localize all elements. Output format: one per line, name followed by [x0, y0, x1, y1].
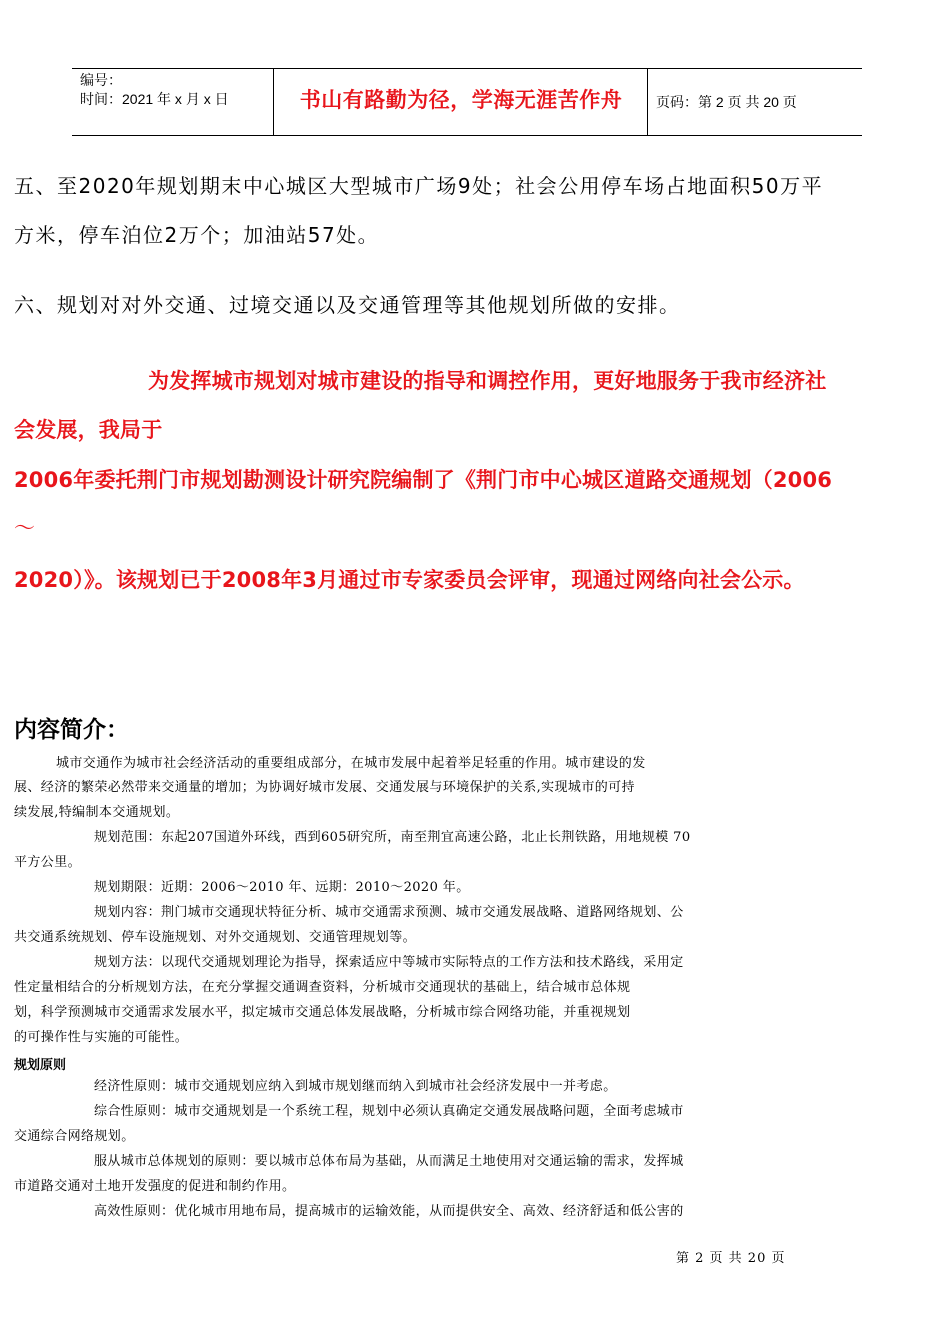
header-meta — [80, 71, 229, 109]
method-line-3: 划，科学预测城市交通需求发展水平，拟定城市交通总体发展战略，分析城市综合网络功能，并重视规划 — [14, 1005, 631, 1020]
notice-line-3: 2006年委托荆门市规划勘测设计研究院编制了《荆门市中心城区道路交通规划（2006 — [14, 468, 833, 492]
item-5-line-1: 五、至2020年规划期末中心城区大型城市广场9处；社会公用停车场占地面积50万平 — [14, 174, 824, 198]
header-motto: 书山有路勤为径，学海无涯苦作舟 — [299, 88, 623, 112]
intro-p1-line-1: 城市交通作为城市社会经济活动的重要组成部分，在城市发展中起着举足轻重的作用。城市建设的发 — [56, 756, 646, 771]
obey-principle-line-2: 市道路交通对土地开发强度的促进和制约作用。 — [14, 1179, 296, 1194]
method-line-1: 规划方法：以现代交通规划理论为指导，探索适应中等城市实际特点的工作方法和技术路线，采用定 — [94, 955, 684, 970]
item-5-line-2: 方米，停车泊位2万个；加油站57处。 — [14, 223, 380, 247]
item-6: 六、规划对对外交通、过境交通以及交通管理等其他规划所做的安排。 — [14, 293, 681, 317]
obey-principle-line-1: 服从城市总体规划的原则：要以城市总体布局为基础，从而满足土地使用对交通运输的需求，发挥城 — [94, 1154, 684, 1169]
scope-line-2: 平方公里。 — [14, 855, 82, 870]
header-top-border — [72, 68, 862, 69]
intro-title: 内容简介： — [14, 717, 129, 743]
footer-page-number: 第 2 页 共 20 页 — [676, 1251, 786, 1266]
method-line-2: 性定量相结合的分析规划方法，在充分掌握交通调查资料，分析城市交通现状的基础上，结合城市总体规 — [14, 980, 631, 995]
header-page-number: 页码：第 2 页 共 20 页 — [656, 94, 797, 110]
eff-principle: 高效性原则：优化城市用地布局，提高城市的运输效能，从而提供安全、高效、经济舒适和低公害的 — [94, 1204, 684, 1219]
notice-line-1: 为发挥城市规划对城市建设的指导和调控作用，更好地服务于我市经济社 — [148, 369, 827, 393]
intro-p1-line-3: 续发展,特编制本交通规划。 — [14, 805, 180, 820]
header-divider — [273, 68, 274, 136]
content-line-1: 规划内容：荆门城市交通现状特征分析、城市交通需求预测、城市交通发展战略、道路网络规划、公 — [94, 905, 684, 920]
comp-principle-line-1: 综合性原则：城市交通规划是一个系统工程，规划中必须认真确定交通发展战略问题，全面考虑城市 — [94, 1104, 684, 1119]
principles-title: 规划原则 — [14, 1058, 67, 1073]
notice-line-4: ～ — [14, 516, 36, 540]
header-number: 编号： — [80, 72, 122, 88]
period-line: 规划期限：近期：2006～2010 年、远期：2010～2020 年。 — [94, 880, 470, 895]
header-bottom-border — [72, 135, 862, 136]
scope-line-1: 规划范围：东起207国道外环线，西到605研究所，南至荆宜高速公路，北止长荆铁路，用地规模 70 — [94, 830, 691, 845]
intro-p1-line-2: 展、经济的繁荣必然带来交通量的增加；为协调好城市发展、交通发展与环境保护的关系,实现城市的可持 — [14, 780, 635, 795]
header-divider — [647, 68, 648, 136]
content-line-2: 共交通系统规划、停车设施规划、对外交通规划、交通管理规划等。 — [14, 930, 417, 945]
comp-principle-line-2: 交通综合网络规划。 — [14, 1129, 135, 1144]
notice-line-2: 会发展，我局于 — [14, 418, 163, 442]
econ-principle: 经济性原则：城市交通规划应纳入到城市规划继而纳入到城市社会经济发展中一并考虑。 — [94, 1079, 617, 1094]
notice-line-5: 2020）》。该规划已于2008年3月通过市专家委员会评审，现通过网络向社会公示。 — [14, 568, 805, 592]
header-time: 时间：2021 年 x 月 x 日 — [80, 91, 229, 107]
method-line-4: 的可操作性与实施的可能性。 — [14, 1030, 189, 1045]
